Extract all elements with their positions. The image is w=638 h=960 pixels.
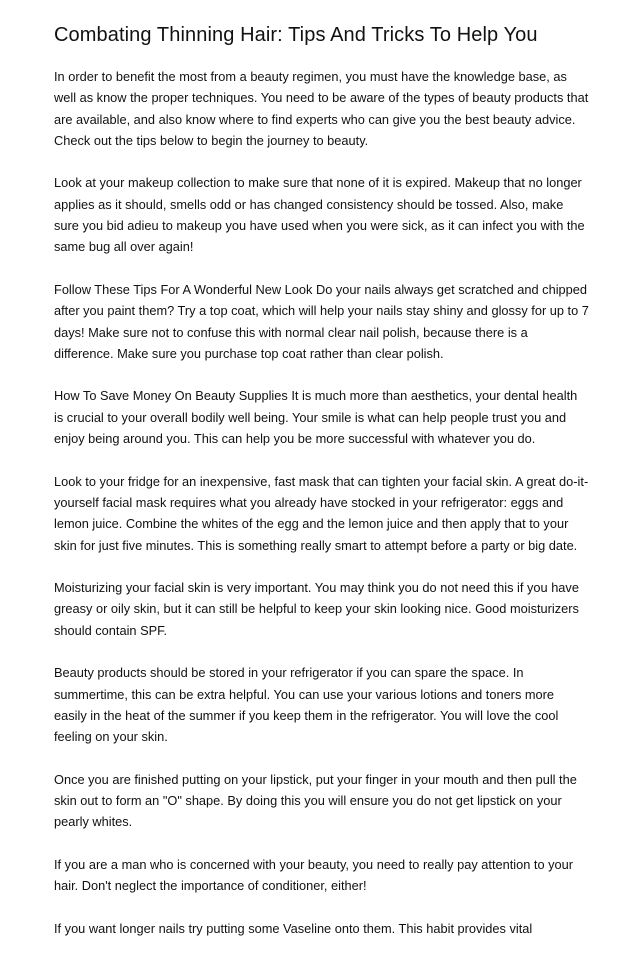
paragraph: If you want longer nails try putting some Vaseline onto them. This habit provides vital xyxy=(54,920,533,936)
paragraph: How To Save Money On Beauty Supplies It is much more than aesthetics, your dental health is crucial to your overall bodily well being. Your smile is what can help people trust you and enjoy being around you. This can help you be more successful with whatever you do. xyxy=(54,388,578,447)
paragraph: In order to benefit the most from a beauty regimen, you must have the knowledge base, as well as know the proper techniques. You need to be aware of the types of beauty products that are available, and also know where to find experts who can give you the best beauty advice. Check out the tips below to begin the journey to beauty. xyxy=(54,69,589,148)
paragraph: Once you are finished putting on your lipstick, put your finger in your mouth and then pull the skin out to form an "O" shape. By doing this you will ensure you do not get lipstick on your pearly whites. xyxy=(54,771,577,830)
paragraph: Follow These Tips For A Wonderful New Look Do your nails always get scratched and chipped after you paint them? Try a top coat, which will help your nails stay shiny and glossy for up to 7 days! Make sure not to confuse this with normal clear nail polish, because there is a difference. Make sure you purchase top coat rather than clear polish. xyxy=(54,281,589,361)
paragraph: If you are a man who is concerned with your beauty, you need to really pay attention to your hair. Don't neglect the importance of conditioner, either! xyxy=(54,856,574,894)
paragraph: Moisturizing your facial skin is very important. You may think you do not need this if you have greasy or oily skin, but it can still be helpful to keep your skin looking nice. Good moisturizers should contain SPF. xyxy=(54,580,579,638)
paragraph: Look at your makeup collection to make sure that none of it is expired. Makeup that no longer applies as it should, smells odd or has changed consistency should be tossed. Also, make sure you bid adieu to makeup you have used when you were sick, as it can infect you with the same bug all over again! xyxy=(54,175,585,255)
document-page xyxy=(54,22,589,960)
paragraph: Look to your fridge for an inexpensive, fast mask that can tighten your facial skin. A great do-it-yourself facial mask requires what you already have stocked in your refrigerator: eggs and lemon juice. Combine the whites of the egg and the lemon juice and then apply that to your skin for just five minutes. This is something really smart to attempt before a party or big date. xyxy=(54,473,589,553)
document-title: Combating Thinning Hair: Tips And Tricks To Help You xyxy=(54,24,538,46)
paragraph: Beauty products should be stored in your refrigerator if you can spare the space. In summertime, this can be extra helpful. You can use your various lotions and toners more easily in the heat of the summer if you keep them in the refrigerator. You will love the cool feeling on your skin. xyxy=(54,665,559,745)
